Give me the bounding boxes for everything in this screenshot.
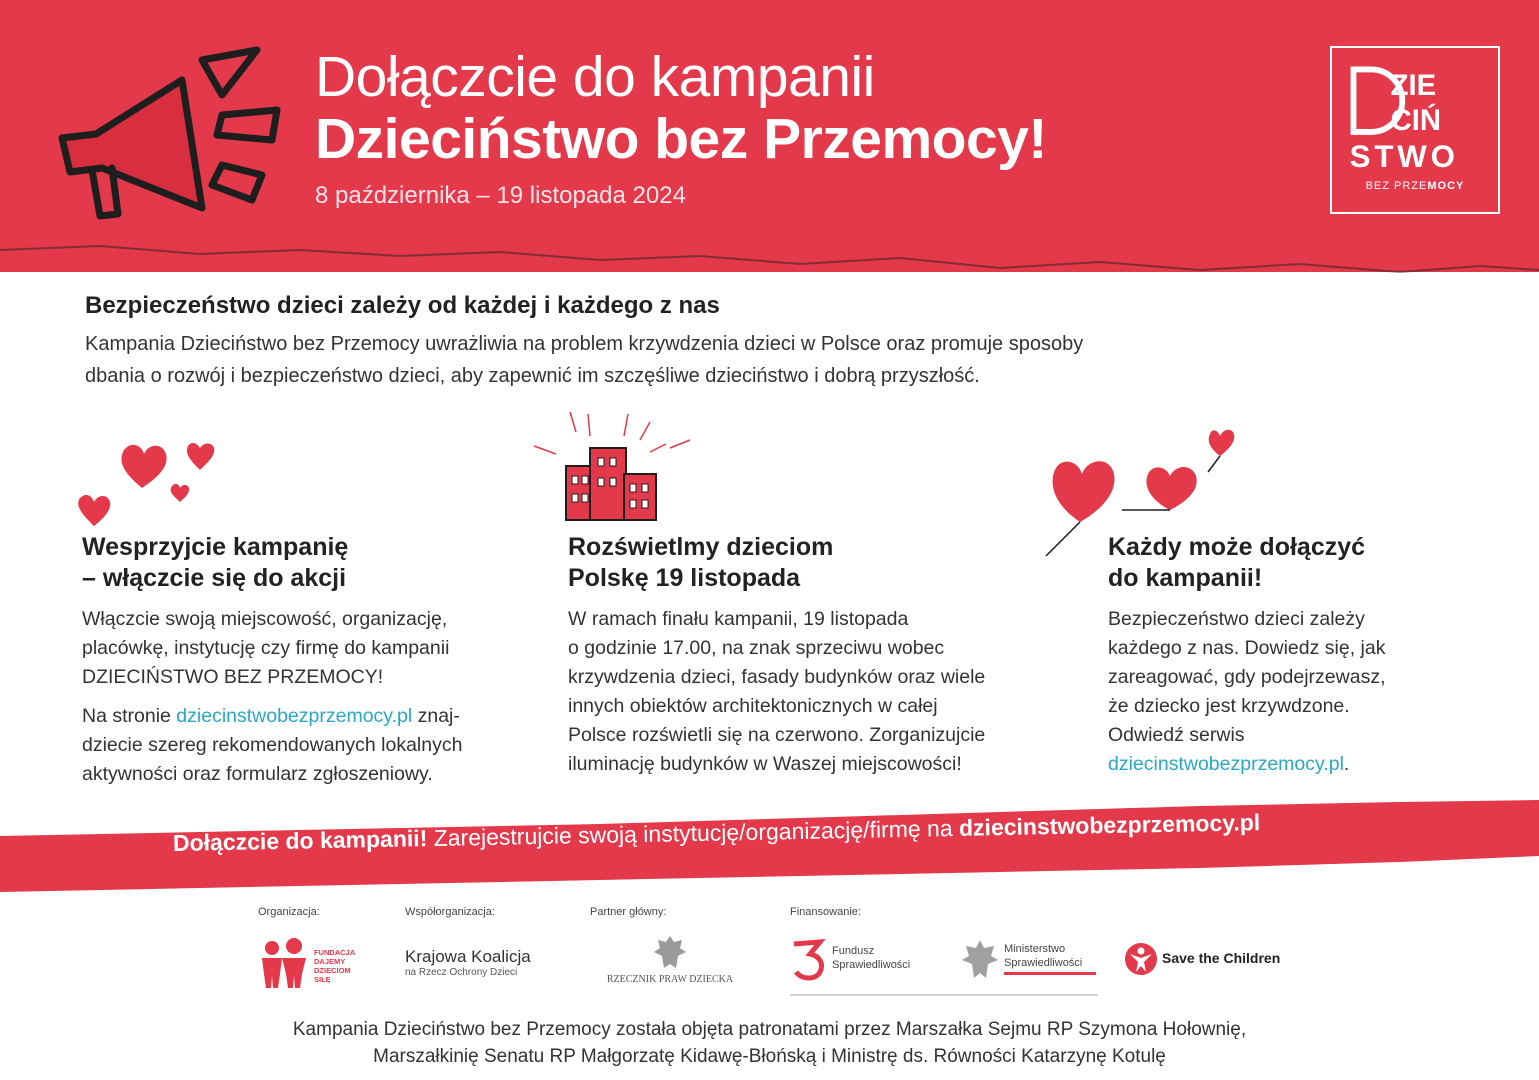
label-organization: Organizacja:	[258, 906, 320, 918]
save-the-children-icon	[1124, 942, 1158, 976]
campaign-dates: 8 października – 19 listopada 2024	[315, 182, 686, 209]
krajowa-koalicja-logo: Krajowa Koalicja na Rzecz Ochrony Dzieci	[405, 947, 531, 978]
label-main-partner: Partner główny:	[590, 906, 667, 918]
logo-line1: ZIE	[1390, 68, 1437, 102]
rzecznik-praw-dziecka-logo: RZECZNIK PRAW DZIECKA	[590, 934, 750, 985]
cta-band-url[interactable]: dziecinstwobezprzemocy.pl	[958, 809, 1261, 841]
col2-heading: Rozświetlmy dzieciom Polskę 19 listopada	[568, 533, 834, 592]
intro-heading: Bezpieczeństwo dzieci zależy od każdej i każdego z nas	[85, 292, 720, 319]
children-icon	[258, 938, 310, 990]
logo-subtitle: BEZ PRZEMOCY	[1365, 180, 1465, 192]
cta-band-text: Dołączcie do kampanii! Zarejestrujcie swoją instytucję/organizację/firmę na dziecinstwobezprzemocy.pl	[172, 809, 1261, 856]
label-co-organization: Współorganizacja:	[405, 906, 495, 918]
fdds-logo: FUNDACJA DAJEMY DZIECIOM SIŁĘ	[258, 938, 368, 990]
financing-footnote-line	[790, 994, 1098, 996]
col1-link[interactable]: dziecinstwobezprzemocy.pl	[176, 705, 413, 727]
campaign-title-line1: Dołączcie do kampanii	[315, 45, 875, 109]
logo-line2: CIŃ	[1390, 104, 1442, 137]
ministerstwo-sprawiedliwosci-logo: Ministerstwo Sprawiedliwości	[960, 938, 1100, 988]
campaign-logo	[1330, 46, 1500, 214]
hearts-icon	[76, 436, 222, 528]
fundusz-sprawiedliwosci-logo: Fundusz Sprawiedliwości	[790, 938, 930, 982]
ms-eagle-icon	[960, 938, 1000, 982]
intro-text: Kampania Dzieciństwo bez Przemocy uwrażliwia na problem krzywdzenia dzieci w Polsce oraz promuje sposoby dbania o rozwój i bezpieczeństwo dzieci, aby zapewnić im szczęśliwe dzieciństwo i dobrą przyszłość.	[85, 333, 1084, 387]
campaign-title-line2: Dzieciństwo bez Przemocy!	[315, 107, 1047, 171]
col3-link[interactable]: dziecinstwobezprzemocy.pl	[1108, 753, 1344, 775]
megaphone-icon	[52, 40, 282, 230]
save-the-children-logo: Save the Children	[1124, 942, 1304, 976]
fs-emblem-icon	[790, 938, 828, 982]
illuminated-building-icon	[530, 404, 696, 524]
col3-text: Bezpieczeństwo dzieci zależy każdego z nas. Dowiedz się, jak zareagować, gdy podejrzewasz, że dziecko jest krzywdzone. Odwiedź serwis dziecinstwobezprzemocy.pl.	[1108, 608, 1386, 775]
eagle-emblem-icon	[652, 934, 688, 972]
col3-heading: Każdy może dołączyć do kampanii!	[1108, 533, 1366, 592]
label-financing: Finansowanie:	[790, 906, 861, 918]
footer-patronage-text: Kampania Dzieciństwo bez Przemocy została objęta patronatami przez Marszałka Sejmu RP Szymona Hołownię, Marszałkinię Senatu RP Małgorzatę Kidawę-Błońską i Ministrę ds. Równości Katarzynę Kotulę	[292, 1019, 1247, 1067]
header-torn-edge	[0, 228, 1539, 278]
col2-text: W ramach finału kampanii, 19 listopada o godzinie 17.00, na znak sprzeciwu wobec krzywdzenia dzieci, fasady budynków oraz wiele innych obiektów architektonicznych w całej Polsce rozświetli się na czerwono. Zorganizujcie iluminację budynków w Waszej miejscowości!	[568, 608, 986, 775]
logo-line3: STWO	[1349, 139, 1459, 175]
col1-heading: Wesprzyjcie kampanię – włączcie się do akcji	[82, 533, 349, 592]
col1-text: Włączcie swoją miejscowość, organizację, placówkę, instytucję czy firmę do kampanii DZIECIŃSTWO BEZ PRZEMOCY! Na stronie dziecinstwobezprzemocy.pl znaj- dziecie szereg rekomendowanych lokalnych aktywności oraz formularz zgłoszeniowy.	[82, 608, 463, 785]
